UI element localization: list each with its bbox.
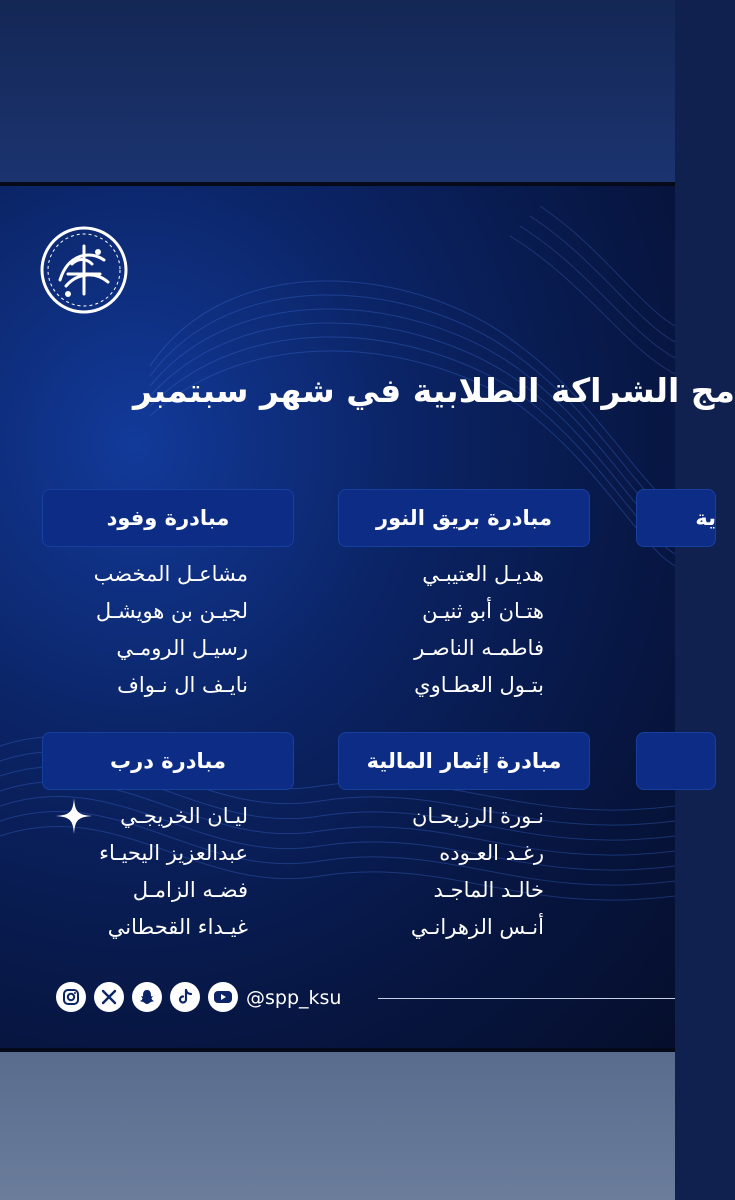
top-background-band [0,0,675,182]
sparkle-icon [54,796,94,836]
name-item: عبدالعزيز اليحيـاء [99,841,248,865]
name-item: غيـداء القحطاني [107,915,248,939]
name-item: فاطمـه الناصـر [414,636,544,660]
name-item: هديـل العتيبـي [422,562,544,586]
name-item: مشاعـل المخضب [93,562,248,586]
name-item: ليـان الخريجـي [120,804,248,828]
name-item: هتـان أبو ثنيـن [422,599,544,623]
poster-title: مج الشراكة الطلابية في شهر سبتمبر [132,371,735,410]
card-heading-darb: مبادرة درب [42,732,294,790]
names-list-wufood [48,556,248,704]
social-handle[interactable]: @spp_ksu [246,987,342,1009]
instagram-icon[interactable] [56,982,86,1012]
announcement-poster [0,182,735,1052]
name-item: رغـد العـوده [439,841,544,865]
x-icon[interactable] [94,982,124,1012]
name-item: نايـف ال نـواف [117,673,248,697]
name-item: خالـد الماجـد [433,878,544,902]
snapchat-icon[interactable] [132,982,162,1012]
tiktok-icon[interactable] [170,982,200,1012]
names-list-ithmar [344,798,544,946]
name-item: أنـس الزهرانـي [410,915,544,939]
social-icons-row [56,982,238,1012]
bottom-background-band [0,1052,675,1200]
card-heading-bareeq-alnoor: مبادرة بريق النور [338,489,590,547]
name-item: فضـه الزامـل [132,878,248,902]
youtube-icon[interactable] [208,982,238,1012]
name-item: نـورة الرزيحـان [412,804,544,828]
card-heading-ithmar: مبادرة إثمار المالية [338,732,590,790]
card-heading-wufood: مبادرة وفود [42,489,294,547]
card-heading-partial-2 [636,732,716,790]
name-item: بتـول العطـاوي [414,673,544,697]
footer-divider [378,998,675,999]
name-item: رسيـل الرومـي [116,636,248,660]
names-list-bareeq-alnoor [344,556,544,704]
name-item: لجيـن بن هويشـل [95,599,248,623]
logo-emblem [38,224,130,316]
card-heading-partial: ية [636,489,716,547]
